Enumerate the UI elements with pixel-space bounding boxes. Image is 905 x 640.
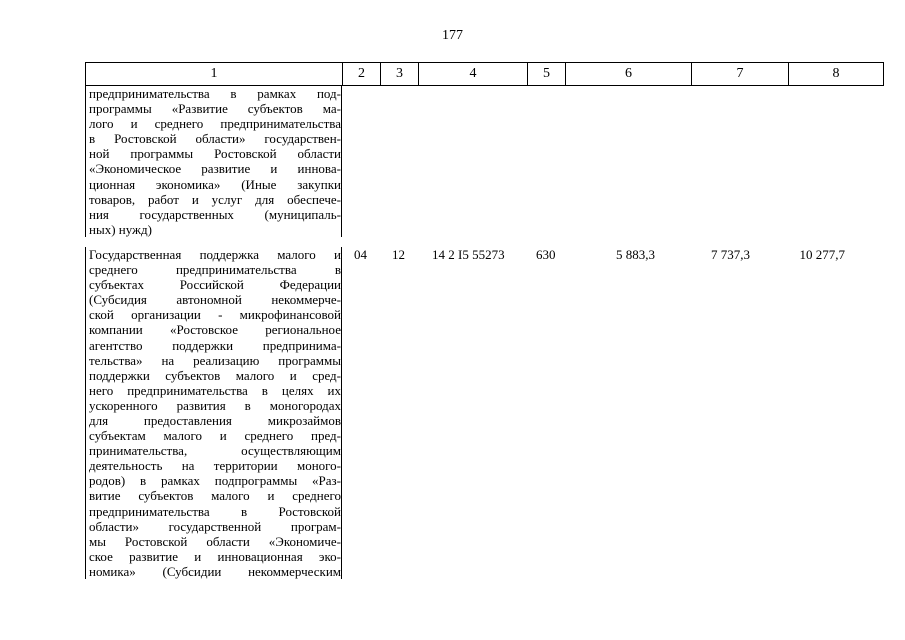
description-line: ния государственных (муниципаль- [89,206,341,222]
description-line: предпринимательства в Ростовской [89,503,341,519]
description-line: родов) в рамках подпрограммы «Раз- [89,473,341,489]
description-line: для предоставления микрозаймов [89,412,341,428]
description-line: предпринимательства в рамках под- [89,86,341,101]
description-line: Государственная поддержка малого и [89,246,341,262]
column-header-6: 6 [566,63,692,86]
cell-section: 04 [354,246,367,262]
column-header-8: 8 [789,63,884,86]
description-line: субъектам малого и среднего пред- [89,428,341,444]
table-body [85,86,875,579]
description-line: ской организации - микрофинансовой [89,307,341,323]
column-header-5: 5 [528,63,566,86]
column-header-3: 3 [381,63,419,86]
description-line: ускоренного развития в моногородах [89,397,341,413]
description-line: него предпринимательства в целях их [89,382,341,398]
description-line: принимательства, осуществляющим [89,443,341,459]
description-line: «Экономическое развитие и иннова- [89,161,341,177]
description-line: мы Ростовской области «Экономиче- [89,533,341,549]
table-row [85,86,875,237]
description-line: товаров, работ и услуг для обеспече- [89,191,341,207]
description-line: компании «Ростовское региональное [89,322,341,338]
description-line: агентство поддержки предпринима- [89,337,341,353]
description-line: лого и среднего предпринимательства [89,116,341,132]
description-line: (Субсидия автономной некоммерче- [89,292,341,308]
table-row [85,247,875,579]
description-line: номика» (Субсидии некоммерческим [89,563,341,579]
description-line: ной программы Ростовской области [89,146,341,162]
description-line: витие субъектов малого и среднего [89,488,341,504]
cell-amount-col7: 7 737,3 [711,246,750,262]
cell-amount-col8: 10 277,7 [799,246,845,262]
description-line: поддержки субъектов малого и сред- [89,367,341,383]
description-line: тельства» на реализацию программы [89,352,341,368]
cell-amount-col6: 5 883,3 [616,246,655,262]
description-line: среднего предпринимательства в [89,262,341,278]
column-header-4: 4 [419,63,528,86]
column-header-table [85,62,884,86]
column-header-row [86,63,884,86]
description-line: деятельность на территории моного- [89,458,341,474]
description-line: области» государственной програм- [89,518,341,534]
column-header-7: 7 [692,63,789,86]
column-header-1: 1 [86,63,343,86]
cell-subsection: 12 [392,246,405,262]
description-line: субъектах Российской Федерации [89,277,341,293]
description-line: ционная экономика» (Иные закупки [89,176,341,192]
cell-target-article: 14 2 I5 55273 [432,246,505,262]
description-line: программы «Развитие субъектов ма- [89,101,341,117]
table-border-left [85,86,86,237]
description-line: ных) нужд) [89,221,152,237]
cell-expense-type: 630 [536,246,556,262]
column-divider [341,247,342,579]
column-header-2: 2 [343,63,381,86]
table-border-left [85,247,86,579]
description-line: в Ростовской области» государствен- [89,131,341,147]
column-divider [341,86,342,237]
row-description [85,247,341,579]
page-number: 177 [442,28,463,43]
row-description [85,86,341,237]
description-line: ское развитие и инновационная эко- [89,548,341,564]
